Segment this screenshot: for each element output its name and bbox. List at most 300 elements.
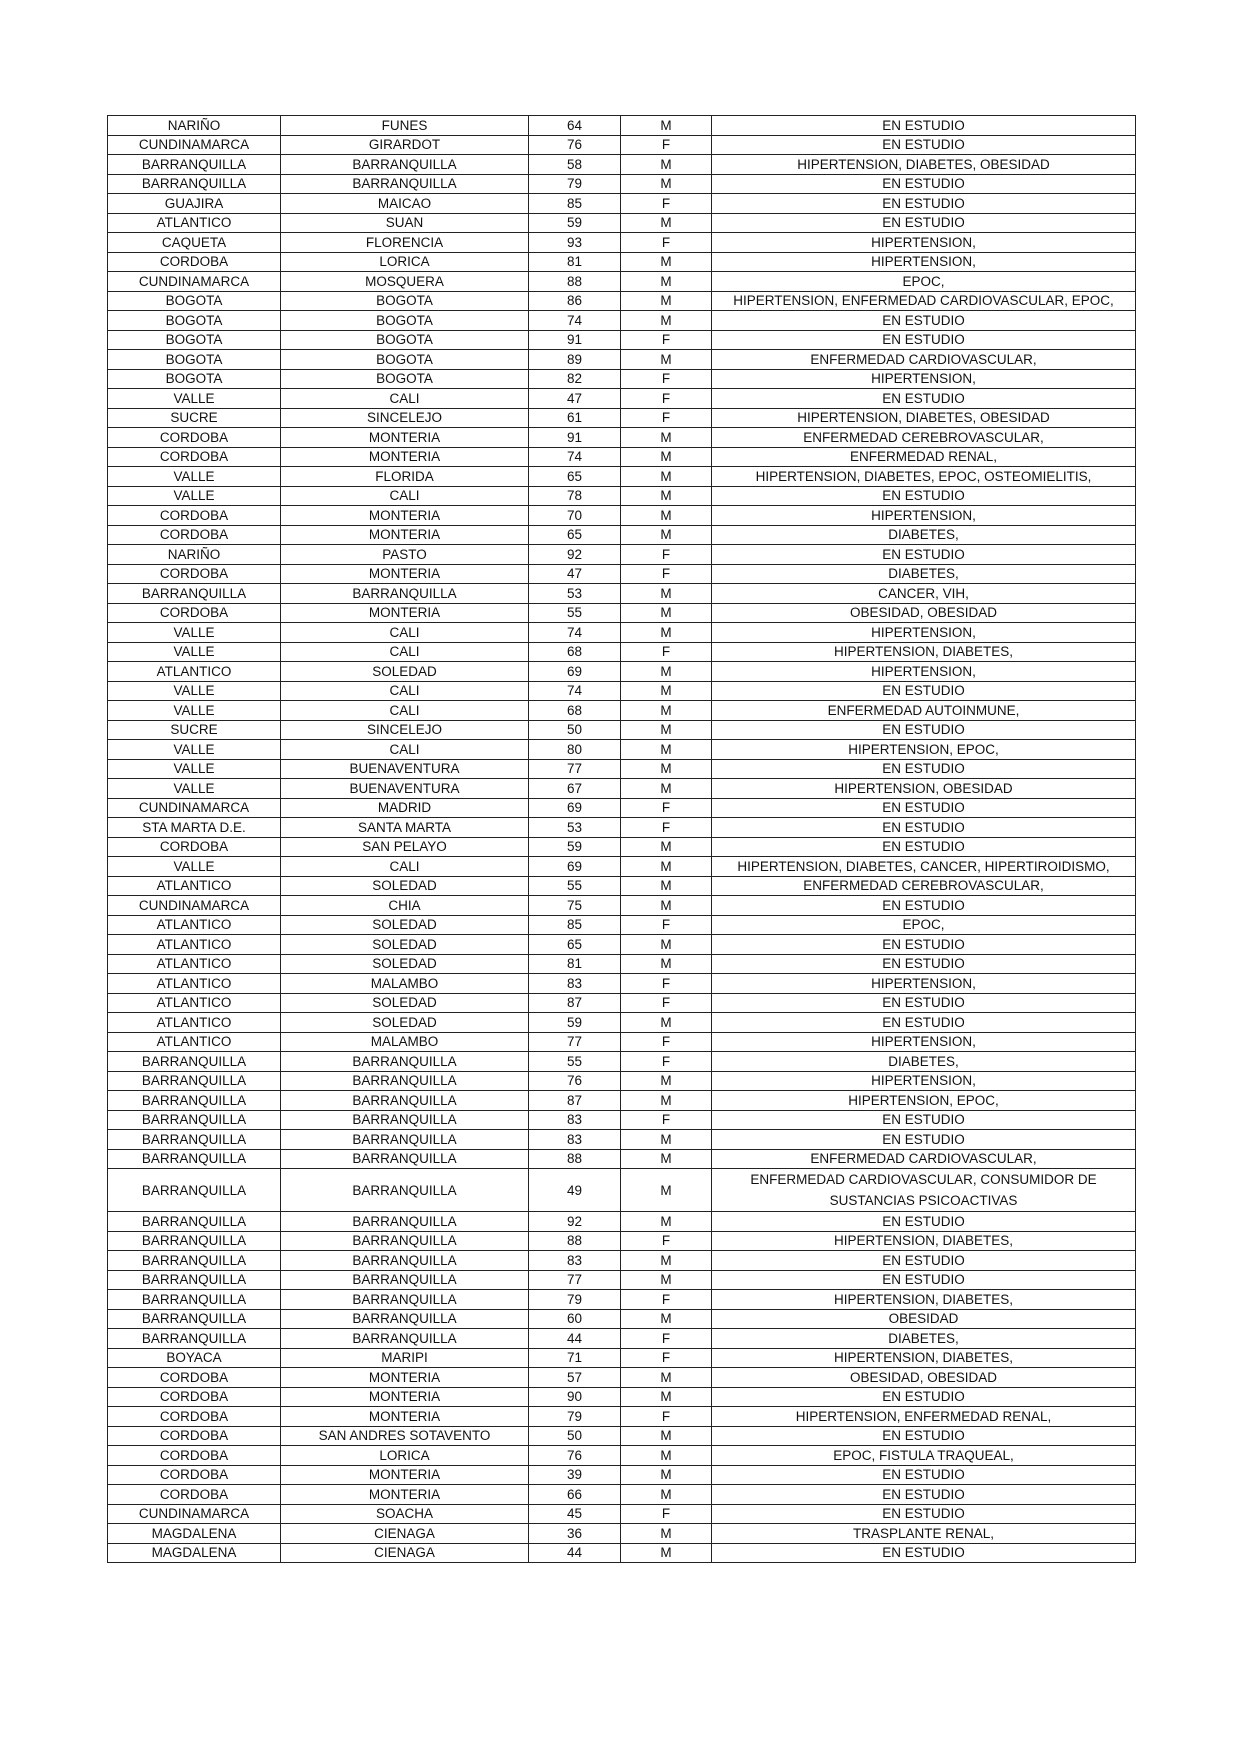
condition-cell: EN ESTUDIO [712,1013,1136,1033]
table-row [108,525,1136,545]
age-cell: 69 [529,662,621,682]
table-row [108,1524,1136,1544]
table-row [108,876,1136,896]
condition-cell: EN ESTUDIO [712,759,1136,779]
table-row [108,1231,1136,1251]
department-cell: VALLE [108,759,281,779]
sex-cell: M [621,1091,712,1111]
sex-cell: F [621,408,712,428]
condition-cell: HIPERTENSION, [712,369,1136,389]
municipality-cell: MONTERIA [281,1407,529,1427]
table-row [108,330,1136,350]
age-cell: 89 [529,350,621,370]
age-cell: 92 [529,545,621,565]
municipality-cell: SOLEDAD [281,662,529,682]
age-cell: 65 [529,935,621,955]
municipality-cell: CALI [281,857,529,877]
condition-cell: HIPERTENSION, [712,506,1136,526]
age-cell: 74 [529,623,621,643]
table-row [108,486,1136,506]
table-row [108,935,1136,955]
age-cell: 57 [529,1368,621,1388]
sex-cell: F [621,1504,712,1524]
municipality-cell: SANTA MARTA [281,818,529,838]
department-cell: BOGOTA [108,369,281,389]
age-cell: 68 [529,642,621,662]
municipality-cell: SOLEDAD [281,1013,529,1033]
condition-cell: ENFERMEDAD CEREBROVASCULAR, [712,876,1136,896]
department-cell: BOGOTA [108,330,281,350]
department-cell: CORDOBA [108,447,281,467]
table-row [108,467,1136,487]
sex-cell: M [621,954,712,974]
sex-cell: M [621,486,712,506]
municipality-cell: SOACHA [281,1504,529,1524]
municipality-cell: CIENAGA [281,1543,529,1563]
condition-cell: EN ESTUDIO [712,1270,1136,1290]
municipality-cell: MAICAO [281,194,529,214]
sex-cell: M [621,1071,712,1091]
municipality-cell: CALI [281,642,529,662]
municipality-cell: MARIPI [281,1348,529,1368]
department-cell: CAQUETA [108,233,281,253]
condition-cell: HIPERTENSION, DIABETES, [712,642,1136,662]
municipality-cell: BOGOTA [281,330,529,350]
age-cell: 85 [529,194,621,214]
condition-cell: OBESIDAD, OBESIDAD [712,1368,1136,1388]
municipality-cell: GIRARDOT [281,135,529,155]
table-row [108,389,1136,409]
department-cell: STA MARTA D.E. [108,818,281,838]
table-row [108,252,1136,272]
municipality-cell: BARRANQUILLA [281,155,529,175]
condition-cell: EN ESTUDIO [712,135,1136,155]
age-cell: 93 [529,233,621,253]
table-row [108,545,1136,565]
condition-cell: DIABETES, [712,1052,1136,1072]
table-row [108,1052,1136,1072]
department-cell: CUNDINAMARCA [108,272,281,292]
municipality-cell: FLORENCIA [281,233,529,253]
sex-cell: M [621,1524,712,1544]
department-cell: NARIÑO [108,545,281,565]
age-cell: 77 [529,759,621,779]
age-cell: 81 [529,954,621,974]
sex-cell: F [621,564,712,584]
age-cell: 45 [529,1504,621,1524]
sex-cell: M [621,1387,712,1407]
sex-cell: M [621,252,712,272]
municipality-cell: MOSQUERA [281,272,529,292]
table-row [108,506,1136,526]
table-row [108,564,1136,584]
sex-cell: F [621,642,712,662]
department-cell: CORDOBA [108,1426,281,1446]
age-cell: 76 [529,135,621,155]
municipality-cell: MONTERIA [281,428,529,448]
sex-cell: F [621,1052,712,1072]
sex-cell: F [621,369,712,389]
department-cell: BARRANQUILLA [108,1270,281,1290]
sex-cell: F [621,818,712,838]
municipality-cell: BARRANQUILLA [281,1270,529,1290]
age-cell: 67 [529,779,621,799]
age-cell: 77 [529,1032,621,1052]
department-cell: BARRANQUILLA [108,155,281,175]
municipality-cell: SOLEDAD [281,915,529,935]
table-row [108,1465,1136,1485]
condition-cell: EN ESTUDIO [712,798,1136,818]
municipality-cell: SOLEDAD [281,876,529,896]
age-cell: 65 [529,467,621,487]
sex-cell: M [621,1465,712,1485]
condition-cell: DIABETES, [712,525,1136,545]
age-cell: 47 [529,389,621,409]
municipality-cell: MONTERIA [281,1485,529,1505]
municipality-cell: BARRANQUILLA [281,584,529,604]
table-row [108,135,1136,155]
table-row [108,584,1136,604]
table-row [108,213,1136,233]
condition-cell: EN ESTUDIO [712,1110,1136,1130]
table-row [108,896,1136,916]
sex-cell: M [621,116,712,136]
age-cell: 87 [529,993,621,1013]
municipality-cell: BOGOTA [281,291,529,311]
table-row [108,1032,1136,1052]
municipality-cell: BARRANQUILLA [281,174,529,194]
municipality-cell: MONTERIA [281,506,529,526]
table-row [108,954,1136,974]
sex-cell: F [621,135,712,155]
sex-cell: M [621,291,712,311]
condition-cell: HIPERTENSION, OBESIDAD [712,779,1136,799]
table-row [108,740,1136,760]
table-row [108,818,1136,838]
sex-cell: M [621,525,712,545]
municipality-cell: CALI [281,701,529,721]
table-row [108,1071,1136,1091]
condition-cell: EN ESTUDIO [712,954,1136,974]
sex-cell: M [621,935,712,955]
sex-cell: M [621,876,712,896]
table-row [108,681,1136,701]
condition-cell: EN ESTUDIO [712,681,1136,701]
department-cell: VALLE [108,389,281,409]
municipality-cell: CALI [281,389,529,409]
department-cell: VALLE [108,486,281,506]
condition-cell: EN ESTUDIO [712,993,1136,1013]
age-cell: 91 [529,330,621,350]
condition-cell: HIPERTENSION, DIABETES, EPOC, OSTEOMIELITIS, [712,467,1136,487]
municipality-cell: BARRANQUILLA [281,1251,529,1271]
department-cell: BOYACA [108,1348,281,1368]
condition-cell: EN ESTUDIO [712,389,1136,409]
table-row [108,447,1136,467]
age-cell: 83 [529,1130,621,1150]
municipality-cell: BARRANQUILLA [281,1091,529,1111]
age-cell: 83 [529,974,621,994]
age-cell: 78 [529,486,621,506]
department-cell: GUAJIRA [108,194,281,214]
table-row [108,603,1136,623]
table-row [108,1407,1136,1427]
department-cell: BARRANQUILLA [108,1052,281,1072]
municipality-cell: CALI [281,486,529,506]
condition-cell: HIPERTENSION, DIABETES, [712,1231,1136,1251]
table-row [108,623,1136,643]
condition-cell: HIPERTENSION, EPOC, [712,1091,1136,1111]
sex-cell: M [621,603,712,623]
department-cell: ATLANTICO [108,954,281,974]
table-row [108,1485,1136,1505]
condition-cell: HIPERTENSION, [712,974,1136,994]
department-cell: CORDOBA [108,506,281,526]
department-cell: ATLANTICO [108,974,281,994]
department-cell: CORDOBA [108,837,281,857]
age-cell: 55 [529,1052,621,1072]
municipality-cell: BARRANQUILLA [281,1071,529,1091]
sex-cell: M [621,213,712,233]
sex-cell: M [621,662,712,682]
department-cell: CORDOBA [108,1446,281,1466]
table-row [108,174,1136,194]
table-row [108,1110,1136,1130]
table-row [108,779,1136,799]
department-cell: CORDOBA [108,1387,281,1407]
table-row [108,311,1136,331]
age-cell: 47 [529,564,621,584]
age-cell: 69 [529,857,621,877]
condition-cell: EPOC, [712,915,1136,935]
age-cell: 82 [529,369,621,389]
department-cell: BARRANQUILLA [108,1329,281,1349]
condition-cell: EN ESTUDIO [712,1543,1136,1563]
table-row [108,1013,1136,1033]
municipality-cell: BUENAVENTURA [281,779,529,799]
table-body [108,116,1136,1563]
department-cell: VALLE [108,623,281,643]
table-row [108,1270,1136,1290]
age-cell: 77 [529,1270,621,1290]
age-cell: 68 [529,701,621,721]
condition-cell: ENFERMEDAD CARDIOVASCULAR, [712,1149,1136,1169]
sex-cell: F [621,233,712,253]
sex-cell: M [621,1309,712,1329]
age-cell: 55 [529,876,621,896]
table-row [108,272,1136,292]
municipality-cell: BARRANQUILLA [281,1052,529,1072]
sex-cell: M [621,1485,712,1505]
table-row [108,701,1136,721]
municipality-cell: CHIA [281,896,529,916]
condition-cell: HIPERTENSION, ENFERMEDAD RENAL, [712,1407,1136,1427]
sex-cell: M [621,311,712,331]
sex-cell: F [621,993,712,1013]
condition-cell: HIPERTENSION, [712,623,1136,643]
table-row [108,1368,1136,1388]
condition-cell: EN ESTUDIO [712,213,1136,233]
department-cell: BARRANQUILLA [108,1149,281,1169]
department-cell: CUNDINAMARCA [108,798,281,818]
sex-cell: M [621,1270,712,1290]
condition-cell: HIPERTENSION, [712,252,1136,272]
municipality-cell: PASTO [281,545,529,565]
sex-cell: M [621,1368,712,1388]
municipality-cell: MONTERIA [281,1387,529,1407]
condition-cell: DIABETES, [712,1329,1136,1349]
age-cell: 79 [529,1407,621,1427]
sex-cell: M [621,1543,712,1563]
age-cell: 91 [529,428,621,448]
age-cell: 65 [529,525,621,545]
condition-cell: ENFERMEDAD CARDIOVASCULAR, CONSUMIDOR DE SUSTANCIAS PSICOACTIVAS [712,1169,1136,1212]
age-cell: 74 [529,681,621,701]
sex-cell: M [621,506,712,526]
sex-cell: M [621,1212,712,1232]
table-row [108,291,1136,311]
condition-cell: HIPERTENSION, DIABETES, OBESIDAD [712,155,1136,175]
age-cell: 49 [529,1169,621,1212]
municipality-cell: BARRANQUILLA [281,1212,529,1232]
condition-cell: EN ESTUDIO [712,330,1136,350]
age-cell: 81 [529,252,621,272]
age-cell: 66 [529,1485,621,1505]
department-cell: NARIÑO [108,116,281,136]
sex-cell: M [621,1426,712,1446]
sex-cell: M [621,681,712,701]
department-cell: BARRANQUILLA [108,1169,281,1212]
department-cell: BARRANQUILLA [108,1290,281,1310]
age-cell: 44 [529,1543,621,1563]
condition-cell: EN ESTUDIO [712,1485,1136,1505]
sex-cell: M [621,447,712,467]
municipality-cell: BARRANQUILLA [281,1149,529,1169]
age-cell: 69 [529,798,621,818]
department-cell: ATLANTICO [108,915,281,935]
condition-cell: EN ESTUDIO [712,486,1136,506]
municipality-cell: BUENAVENTURA [281,759,529,779]
condition-cell: EN ESTUDIO [712,311,1136,331]
condition-cell: CANCER, VIH, [712,584,1136,604]
municipality-cell: MONTERIA [281,525,529,545]
department-cell: MAGDALENA [108,1543,281,1563]
department-cell: ATLANTICO [108,993,281,1013]
table-row [108,662,1136,682]
department-cell: CUNDINAMARCA [108,896,281,916]
age-cell: 83 [529,1251,621,1271]
table-row [108,1426,1136,1446]
sex-cell: M [621,272,712,292]
department-cell: VALLE [108,779,281,799]
condition-cell: EN ESTUDIO [712,818,1136,838]
municipality-cell: SOLEDAD [281,993,529,1013]
department-cell: BARRANQUILLA [108,1130,281,1150]
department-cell: ATLANTICO [108,1032,281,1052]
table-row [108,1309,1136,1329]
sex-cell: M [621,1251,712,1271]
age-cell: 50 [529,720,621,740]
table-row [108,974,1136,994]
department-cell: MAGDALENA [108,1524,281,1544]
table-row [108,837,1136,857]
table-row [108,1149,1136,1169]
department-cell: BOGOTA [108,350,281,370]
table-row [108,233,1136,253]
municipality-cell: MALAMBO [281,974,529,994]
age-cell: 88 [529,272,621,292]
municipality-cell: MONTERIA [281,603,529,623]
age-cell: 44 [529,1329,621,1349]
municipality-cell: BOGOTA [281,369,529,389]
sex-cell: F [621,1348,712,1368]
table-row [108,1212,1136,1232]
department-cell: CORDOBA [108,252,281,272]
department-cell: CORDOBA [108,1368,281,1388]
age-cell: 60 [529,1309,621,1329]
condition-cell: EPOC, [712,272,1136,292]
sex-cell: M [621,896,712,916]
department-cell: CUNDINAMARCA [108,135,281,155]
table-row [108,1446,1136,1466]
department-cell: BARRANQUILLA [108,1251,281,1271]
age-cell: 79 [529,174,621,194]
condition-cell: EN ESTUDIO [712,545,1136,565]
age-cell: 92 [529,1212,621,1232]
condition-cell: HIPERTENSION, [712,1071,1136,1091]
condition-cell: ENFERMEDAD RENAL, [712,447,1136,467]
table-row [108,759,1136,779]
municipality-cell: BARRANQUILLA [281,1110,529,1130]
sex-cell: F [621,1231,712,1251]
department-cell: CORDOBA [108,564,281,584]
sex-cell: F [621,1110,712,1130]
table-row [108,915,1136,935]
sex-cell: F [621,389,712,409]
sex-cell: F [621,545,712,565]
condition-cell: HIPERTENSION, [712,233,1136,253]
condition-cell: ENFERMEDAD AUTOINMUNE, [712,701,1136,721]
department-cell: ATLANTICO [108,1013,281,1033]
sex-cell: F [621,1329,712,1349]
sex-cell: F [621,194,712,214]
table-row [108,993,1136,1013]
condition-cell: EN ESTUDIO [712,1130,1136,1150]
age-cell: 36 [529,1524,621,1544]
age-cell: 75 [529,896,621,916]
sex-cell: M [621,623,712,643]
department-cell: CORDOBA [108,525,281,545]
department-cell: ATLANTICO [108,213,281,233]
sex-cell: M [621,1169,712,1212]
table-row [108,116,1136,136]
municipality-cell: SOLEDAD [281,935,529,955]
age-cell: 70 [529,506,621,526]
municipality-cell: BARRANQUILLA [281,1169,529,1212]
department-cell: BARRANQUILLA [108,1231,281,1251]
municipality-cell: BARRANQUILLA [281,1130,529,1150]
department-cell: ATLANTICO [108,876,281,896]
municipality-cell: SINCELEJO [281,720,529,740]
condition-cell: HIPERTENSION, EPOC, [712,740,1136,760]
table-row [108,369,1136,389]
department-cell: VALLE [108,701,281,721]
department-cell: BARRANQUILLA [108,1110,281,1130]
municipality-cell: MONTERIA [281,447,529,467]
sex-cell: M [621,155,712,175]
department-cell: VALLE [108,467,281,487]
condition-cell: EN ESTUDIO [712,1212,1136,1232]
